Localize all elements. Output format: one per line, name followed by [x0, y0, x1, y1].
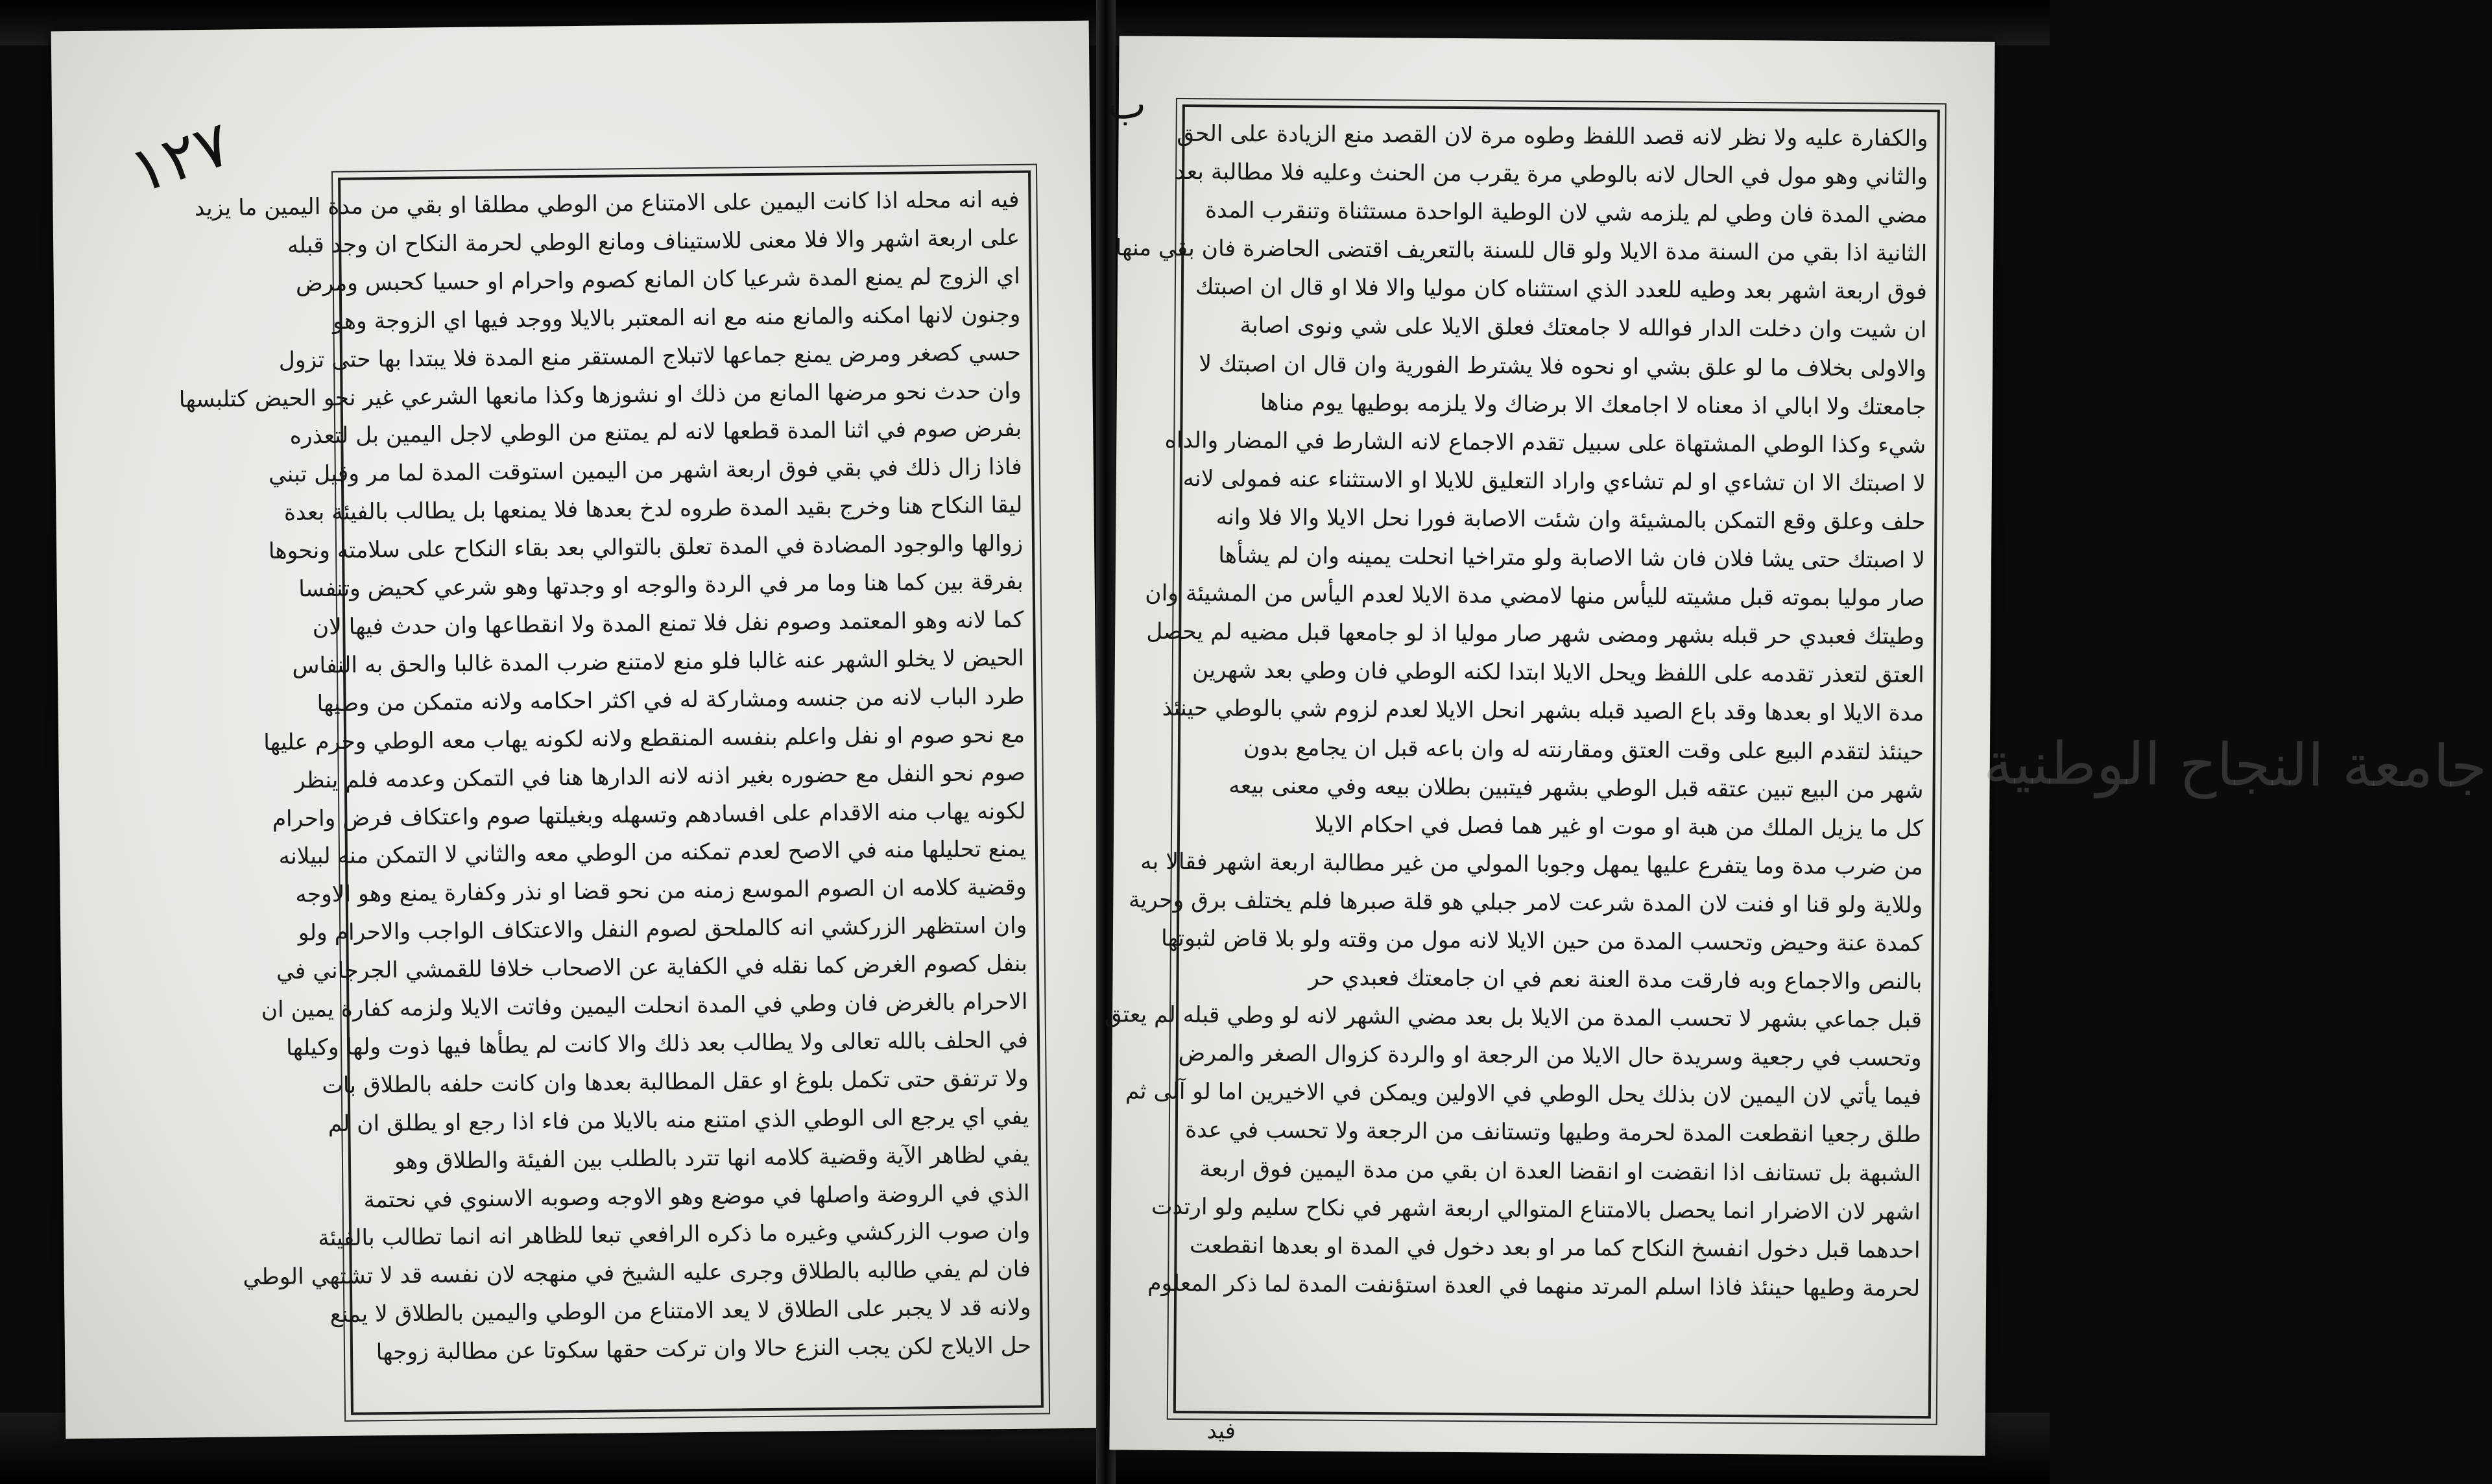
manuscript-line: ليقا النكاح هنا وخرج بقيد المدة طروه لدخ بعدها فلا يمنعها بل يطالب بالفيئة بعدة: [283, 492, 1023, 526]
manuscript-line: وتحسب في رجعية وسريدة حال الايلا من الرجعة او والردة كزوال الصغر والمرض: [1178, 1040, 1922, 1072]
manuscript-line: بنفل كصوم الغرض كما نقله في الكفاية عن الاصحاب خلافا للقمشي الجرجاني في: [276, 950, 1028, 985]
right-manuscript-page: [1104, 36, 2487, 1455]
manuscript-line: يفي اي يرجع الى الوطي الذي امتنع منه بالايلا من فاء اذا رجع او يطلق ان لم: [328, 1103, 1029, 1137]
manuscript-line: وجنون لانها امكنه والمانع منه مع انه المعتبر بالايلا ووجد فيها اي الزوجة وهو: [332, 301, 1021, 335]
manuscript-line: كمدة عنة وحيض وتحسب المدة من حين الايلا لانه مول من وقته ولو بلا قاض لثبوتها: [1160, 925, 1923, 957]
manuscript-line: لا اصبتك حتى يشا فلان فان شا الاصابة ولو متراخيا انحلت يمينه وان لم يشأها: [1218, 542, 1926, 574]
manuscript-line: طلق رجعيا انقطعت المدة لحرمة وطيها وتستانف من الرجعة ولا تحسب في عدة: [1184, 1117, 1921, 1149]
manuscript-line: اي الزوج لم يمنع المدة شرعيا كان المانع كصوم واحرام او حسيا كحبس ومرض: [295, 263, 1020, 297]
manuscript-line: شهر من البيع تبين عتقه قبل الوطي بشهر فيتبين بطلان بيعه وفي معنى بيعه: [1228, 772, 1924, 804]
manuscript-line: الثانية اذا بقي من السنة مدة الايلا ولو قال للسنة بالتعريف اقتضى الحاضرة فان بقي منها: [1115, 235, 1928, 267]
manuscript-line: فوق اربعة اشهر بعد وطيه للعدد الذي استثناه كان موليا والا فلا او قال ان اصبتك: [1195, 274, 1928, 305]
manuscript-line: فيه انه محله اذا كانت اليمين على الامتناع من الوطي مطلقا او بقي من مدة اليمين ما يزيد: [194, 186, 1020, 222]
left-folio-number: ١٢٧: [121, 106, 240, 208]
manuscript-line: والكفارة عليه ولا نظر لانه قصد اللفظ وطوه مرة لان القصد منع الزيادة على الحق: [1177, 120, 1928, 152]
manuscript-line: حلف وعلق وقع التمكن بالمشيئة وان شئت الاصابة فورا نحل الايلا والا فلا وانه: [1216, 504, 1926, 535]
manuscript-line: حسي كصغر ومرض يمنع جماعها لاتبلاج المستقر منع المدة فلا يبتدا بها حتى تزول: [278, 339, 1022, 374]
manuscript-line: لكونه يهاب منه الاقدام على افسادهم وتسهله وبغيلتها صوم واعتكاف فرض واحرام: [272, 798, 1026, 832]
manuscript-line: الاحرام بالغرض فان وطي في المدة انحلت اليمين وفاتت الايلا ولزمه كفارة يمين ان: [261, 988, 1028, 1023]
manuscript-line: الحيض لا يخلو الشهر عنه غالبا فلو منع لامتنع ضرب المدة غالبا والحق به النفاس: [292, 645, 1025, 679]
manuscript-line: مدة الايلا او بعدها وقد باع الصيد قبله بشهر انحل الايلا لعدم لزوم شي بالوطي حينئذ: [1162, 695, 1924, 727]
manuscript-line: جامعتك ولا ابالي اذ معناه لا اجامعك الا برضاك ولا يلزمه بوطيها يوم مناها: [1260, 389, 1926, 420]
manuscript-line: بالنص والاجماع وبه فارقت مدة العنة نعم في ان جامعتك فعبدي حر: [1308, 964, 1923, 996]
left-manuscript-page: [51, 21, 1104, 1439]
manuscript-line: ولا ترتفق حتى تكمل بلوغ او عقل المطالبة بعدها وان كانت حلفه بالطلاق بات: [322, 1065, 1029, 1099]
right-folio-mark: ب: [1107, 80, 1147, 129]
manuscript-line: وان حدث نحو مرضها المانع من ذلك او نشوزها وكذا مانعها الشرعي غير نحو الحيض كتلبسها: [178, 377, 1022, 413]
manuscript-line: والثاني وهو مول في الحال لانه بالوطي مرة يقرب من الحنث وعليه فلا مطالبة بعد: [1175, 159, 1928, 191]
right-text-block: [1104, 115, 1928, 1408]
manuscript-line: لا اصبتك الا ان تشاءي او لم تشاءي واراد التعليق للايلا او الاستثناء عنه فمولى لانه: [1182, 465, 1926, 497]
library-watermark: جامعة النجاح الوطنية: [1983, 729, 2487, 802]
manuscript-line: قبل جماعي بشهر لا تحسب المدة من الايلا بل بعد مضي الشهر لانه لو وطي قبله لم يعتق: [1104, 1001, 1923, 1034]
manuscript-line: يمنع تحليلها منه في الاصح لعدم تمكنه من الوطي معه والثاني لا التمكن منه لبيلانه: [278, 836, 1027, 870]
manuscript-line: ولانه قد لا يجبر على الطلاق لا يعد الامتناع من الوطي واليمين بالطلاق لا يمنع: [329, 1295, 1031, 1328]
manuscript-line: لحرمة وطيها حينئذ فاذا اسلم المرتد منهما في العدة استؤنفت المدة لما ذكر المعلوم: [1147, 1270, 1921, 1302]
manuscript-line: يفي لظاهر الآية وقضية كلامه انها تترد بالطلب بين الفيئة والطلاق وهو: [394, 1142, 1030, 1175]
manuscript-line: طرد الباب لانه من جنسه ومشاركة له في اكثر احكامه ولانه متمكن من وطيها: [317, 683, 1025, 717]
manuscript-line: كما لانه وهو المعتمد وصوم نفل فلا تمنع المدة ولا انقطاعها وان حدث فيها لان: [312, 606, 1024, 641]
manuscript-line: صار موليا بموته قبل مشيته لليأس منها لامضي مدة الايلا لعدم اليأس من المشيئة وان: [1145, 580, 1925, 612]
manuscript-line: وان صوب الزركشي وغيره ما ذكره الرافعي تبعا للظاهر انه انما تطالب بالفيئة: [318, 1218, 1031, 1252]
manuscript-line: وقضية كلامه ان الصوم الموسع زمنه من نحو قضا او نذر وكفارة يمنع وهو الاوجه: [295, 874, 1027, 908]
catchword: فيد: [1206, 1418, 1236, 1444]
manuscript-line: شيء وكذا الوطي المشتهاة على سبيل تقدم الاجماع لانه الشارط في المضار والداه: [1164, 427, 1926, 459]
manuscript-line: في الحلف بالله تعالى ولا يطالب بعد ذلك والا كانت لم يطأها فيها ذوت ولها وكيلها: [285, 1027, 1029, 1061]
manuscript-line: وللاية ولو قنا او فنت لان المدة شرعت لامر جبلي هو قلة صبرها فلم يختلف برق وحرية: [1128, 887, 1923, 918]
manuscript-line: احدهما قبل دخول انفسخ النكاح كما مر او بعد دخول في المدة او بعدها انقطعت: [1189, 1232, 1921, 1263]
manuscript-line: صوم نحو النفل مع حضوره بغير اذنه لانه الدارها هنا في التمكن وعدمه فلم ينظر: [294, 760, 1025, 794]
manuscript-line: وان استظهر الزركشي انه كالملحق لصوم النفل والاعتكاف الواجب والاحرام ولو: [298, 912, 1027, 946]
manuscript-line: مع نحو صوم او نفل واعلم بنفسه المنقطع ولانه لكونه يهاب معه الوطي وحرم عليها: [263, 721, 1025, 756]
manuscript-line: ان شيت وان دخلت الدار فوالله لا جامعتك فعلق الايلا على شي ونوى اصابة: [1240, 313, 1927, 344]
manuscript-line: زوالها والوجود المضادة في المدة تعلق بالتوالي بعد بقاء النكاح على سلامته ونحوها: [268, 530, 1024, 565]
manuscript-line: بفرقة بين كما هنا وما مر في الردة والوجه او وجدتها وهو شرعي كحيض وتنفسا: [298, 568, 1024, 603]
manuscript-line: حينئذ لتقدم البيع على وقت العتق ومقارنته له وان باعه قبل ان يجامع بدون: [1243, 734, 1924, 765]
manuscript-line: كل ما يزيل الملك من هبة او موت او غير هما فصل في احكام الايلا: [1314, 811, 1924, 842]
manuscript-line: العتق لتعذر تقدمه على اللفظ ويحل الايلا ابتدا لكنه الوطي فان وطي بعد شهرين: [1192, 657, 1924, 689]
manuscript-line: فان لم يفي طالبه بالطلاق وجرى عليه الشيخ في منهجه لان نفسه قد لا تشتهي الوطي: [243, 1256, 1031, 1291]
manuscript-line: فاذا زال ذلك في بقي فوق اربعة اشهر من اليمين استوقت المدة لما مر وقيل تبني: [268, 454, 1023, 488]
manuscript-line: الذي في الروضة واصلها في موضع وهو الاوجه وصوبه الاسنوي في نحتمة: [363, 1180, 1030, 1214]
manuscript-line: وطيتك فعبدي حر قبله بشهر ومضى شهر صار موليا اذ لو جامعها قبل مضيه لم يحصل: [1146, 618, 1925, 651]
right-text-frame: [1104, 80, 1940, 1418]
manuscript-line: من ضرب مدة وما يتفرع عليها يمهل وجوبا المولي من غير مطالبة اربعة اشهر فقالا به: [1140, 848, 1923, 880]
manuscript-line: بفرض صوم في اثنا المدة قطعها لانه لم يمتنع من الوطي لاجل اليمين بل لتعذره: [289, 416, 1022, 450]
manuscript-line: على اربعة اشهر والا فلا معنى للاستيناف ومانع الوطي لحرمة النكاح ان وجد قبله: [287, 224, 1020, 259]
manuscript-line: الشبهة بل تستانف اذا انقضت او انقضا العدة ان بقي من مدة اليمين فوق اربعة: [1199, 1155, 1921, 1187]
manuscript-line: مضي المدة فان وطي لم يلزمه شي لان الوطية الواحدة مستثناة وتنقرب المدة: [1204, 197, 1928, 229]
manuscript-line: فيما يأتي لان اليمين لان بذلك يحل الوطي في الاولين ويمكن في الاخيرين اما لو آلى ثم: [1125, 1078, 1922, 1110]
manuscript-line: حل الايلاج لكن يجب النزع حالا وان تركت حقها سكوتا عن مطالبة زوجها: [376, 1332, 1032, 1366]
manuscript-line: اشهر لان الاضرار انما يحصل بالامتناع المتوالي اربعة اشهر في نكاح سليم ولو ارتدت: [1151, 1193, 1921, 1225]
left-text-block: [178, 181, 1032, 1405]
left-text-frame: [178, 171, 1044, 1415]
manuscript-line: والاولى بخلاف ما لو علق بشي او نحوه فلا يشترط الفورية وان قال ان اصبتك لا: [1199, 350, 1927, 382]
